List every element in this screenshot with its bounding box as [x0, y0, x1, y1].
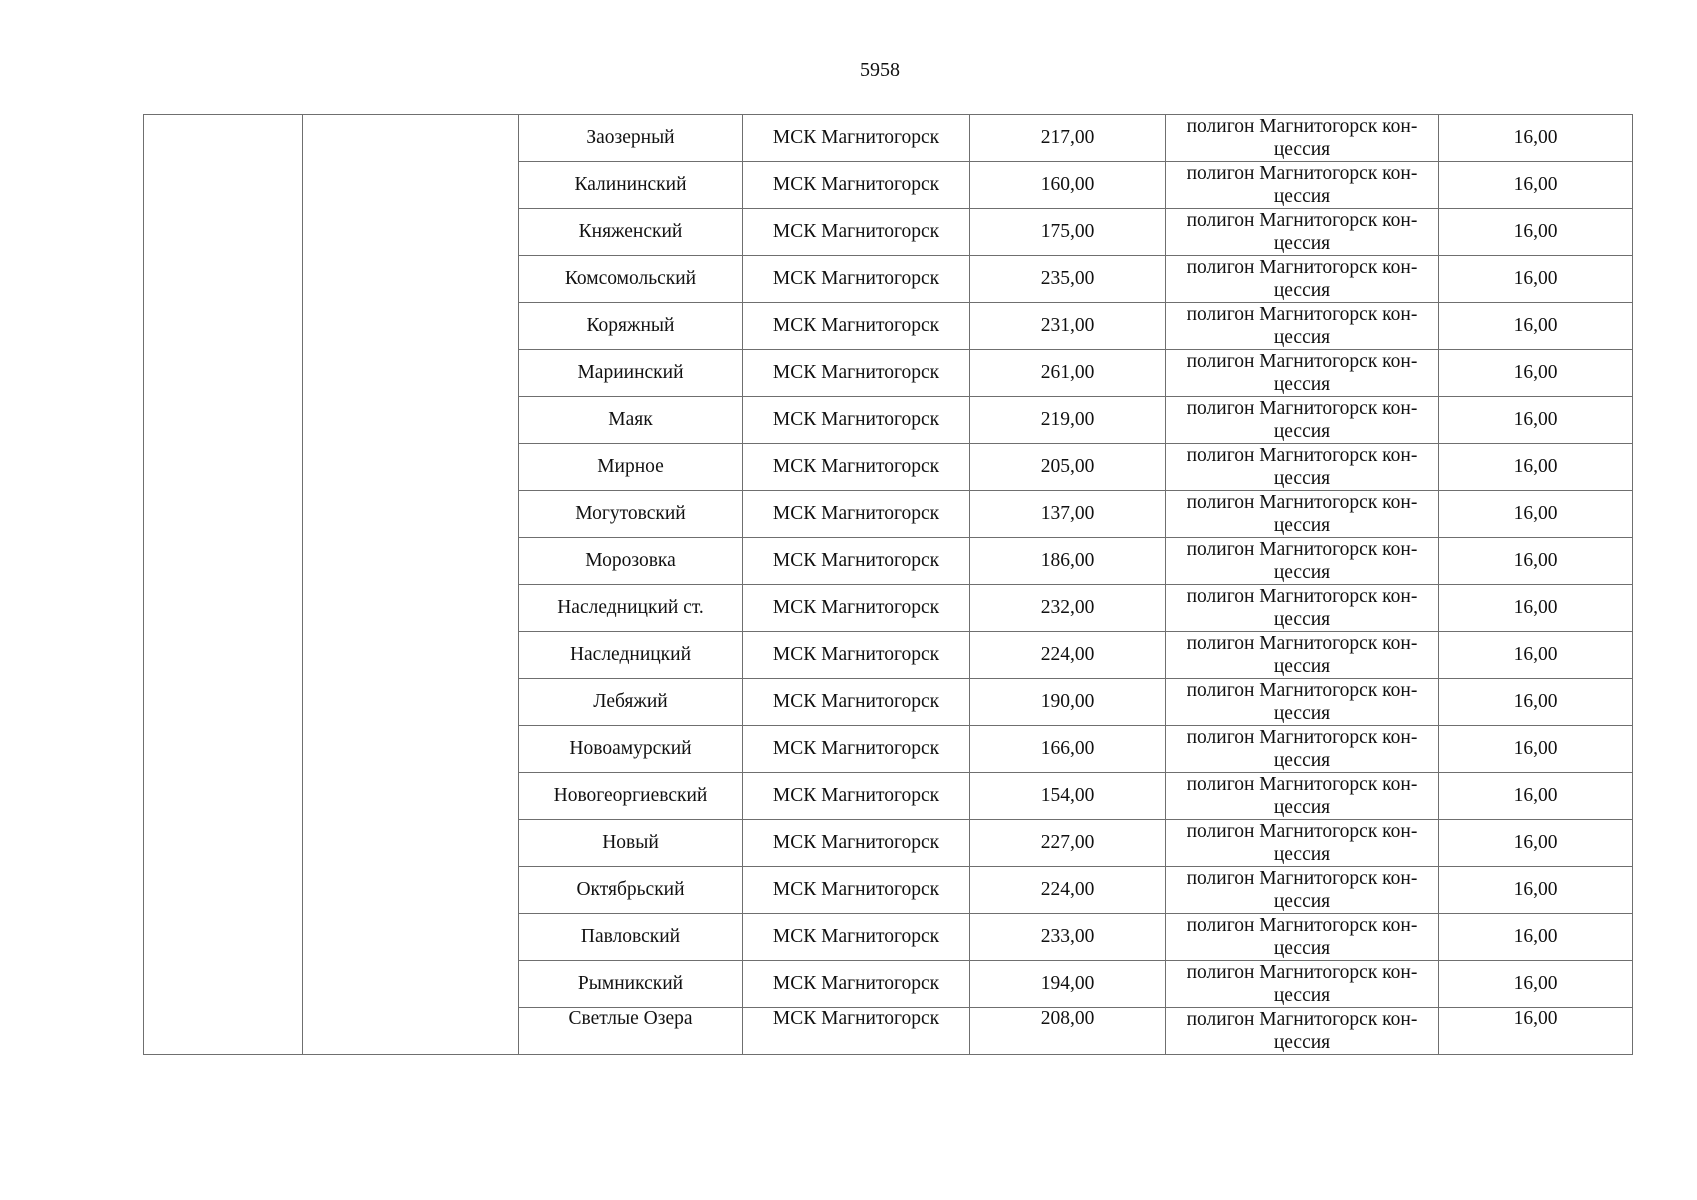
settlement-cell: Лебяжий [519, 679, 743, 726]
value-cell: 16,00 [1439, 444, 1633, 491]
table-row [144, 115, 1633, 162]
settlement-cell: Княженский [519, 209, 743, 256]
value-cell: 16,00 [1439, 1008, 1633, 1055]
distance-cell: 235,00 [970, 256, 1166, 303]
value-cell: 16,00 [1439, 773, 1633, 820]
distance-cell: 227,00 [970, 820, 1166, 867]
operator-cell: МСК Магнитогорск [743, 867, 970, 914]
facility-cell: полигон Магнитогорск кон-цессия [1166, 115, 1439, 162]
settlement-cell: Могутовский [519, 491, 743, 538]
settlement-cell: Октябрьский [519, 867, 743, 914]
value-cell: 16,00 [1439, 820, 1633, 867]
distance-cell: 205,00 [970, 444, 1166, 491]
facility-cell: полигон Магнитогорск кон-цессия [1166, 444, 1439, 491]
facility-cell: полигон Магнитогорск кон-цессия [1166, 914, 1439, 961]
operator-cell: МСК Магнитогорск [743, 585, 970, 632]
settlement-cell: Наследницкий ст. [519, 585, 743, 632]
settlement-cell: Комсомольский [519, 256, 743, 303]
operator-cell: МСК Магнитогорск [743, 820, 970, 867]
facility-cell: полигон Магнитогорск кон-цессия [1166, 397, 1439, 444]
operator-cell: МСК Магнитогорск [743, 256, 970, 303]
operator-cell: МСК Магнитогорск [743, 491, 970, 538]
value-cell: 16,00 [1439, 538, 1633, 585]
distance-cell: 208,00 [970, 1008, 1166, 1055]
value-cell: 16,00 [1439, 115, 1633, 162]
facility-cell: полигон Магнитогорск кон-цессия [1166, 726, 1439, 773]
settlement-cell: Новогеоргиевский [519, 773, 743, 820]
value-cell: 16,00 [1439, 350, 1633, 397]
settlement-cell: Коряжный [519, 303, 743, 350]
distance-cell: 232,00 [970, 585, 1166, 632]
distance-cell: 224,00 [970, 867, 1166, 914]
value-cell: 16,00 [1439, 585, 1633, 632]
distance-cell: 224,00 [970, 632, 1166, 679]
facility-cell: полигон Магнитогорск кон-цессия [1166, 256, 1439, 303]
operator-cell: МСК Магнитогорск [743, 632, 970, 679]
operator-cell: МСК Магнитогорск [743, 209, 970, 256]
operator-cell: МСК Магнитогорск [743, 162, 970, 209]
facility-cell: полигон Магнитогорск кон-цессия [1166, 1008, 1439, 1055]
facility-cell: полигон Магнитогорск кон-цессия [1166, 491, 1439, 538]
value-cell: 16,00 [1439, 914, 1633, 961]
operator-cell: МСК Магнитогорск [743, 679, 970, 726]
facility-cell: полигон Магнитогорск кон-цессия [1166, 303, 1439, 350]
settlement-cell: Светлые Озера [519, 1008, 743, 1055]
settlement-cell: Новоамурский [519, 726, 743, 773]
operator-cell: МСК Магнитогорск [743, 961, 970, 1008]
distance-cell: 154,00 [970, 773, 1166, 820]
value-cell: 16,00 [1439, 162, 1633, 209]
settlement-cell: Заозерный [519, 115, 743, 162]
distance-cell: 137,00 [970, 491, 1166, 538]
facility-cell: полигон Магнитогорск кон-цессия [1166, 773, 1439, 820]
operator-cell: МСК Магнитогорск [743, 538, 970, 585]
data-table [143, 114, 1633, 1055]
operator-cell: МСК Магнитогорск [743, 397, 970, 444]
settlement-cell: Рымникский [519, 961, 743, 1008]
facility-cell: полигон Магнитогорск кон-цессия [1166, 162, 1439, 209]
value-cell: 16,00 [1439, 867, 1633, 914]
distance-cell: 231,00 [970, 303, 1166, 350]
facility-cell: полигон Магнитогорск кон-цессия [1166, 679, 1439, 726]
operator-cell: МСК Магнитогорск [743, 115, 970, 162]
operator-cell: МСК Магнитогорск [743, 726, 970, 773]
value-cell: 16,00 [1439, 397, 1633, 444]
settlement-cell: Павловский [519, 914, 743, 961]
settlement-cell: Калининский [519, 162, 743, 209]
value-cell: 16,00 [1439, 961, 1633, 1008]
facility-cell: полигон Магнитогорск кон-цессия [1166, 632, 1439, 679]
settlement-cell: Мирное [519, 444, 743, 491]
table-body [144, 115, 1633, 1055]
value-cell: 16,00 [1439, 726, 1633, 773]
settlement-cell: Мариинский [519, 350, 743, 397]
distance-cell: 175,00 [970, 209, 1166, 256]
value-cell: 16,00 [1439, 303, 1633, 350]
value-cell: 16,00 [1439, 209, 1633, 256]
merged-empty-cell-1 [144, 115, 303, 1055]
operator-cell: МСК Магнитогорск [743, 914, 970, 961]
facility-cell: полигон Магнитогорск кон-цессия [1166, 209, 1439, 256]
distance-cell: 160,00 [970, 162, 1166, 209]
value-cell: 16,00 [1439, 679, 1633, 726]
distance-cell: 261,00 [970, 350, 1166, 397]
merged-empty-cell-2 [303, 115, 519, 1055]
distance-cell: 186,00 [970, 538, 1166, 585]
settlement-cell: Новый [519, 820, 743, 867]
distance-cell: 190,00 [970, 679, 1166, 726]
value-cell: 16,00 [1439, 256, 1633, 303]
facility-cell: полигон Магнитогорск кон-цессия [1166, 350, 1439, 397]
distance-cell: 217,00 [970, 115, 1166, 162]
distance-cell: 219,00 [970, 397, 1166, 444]
operator-cell: МСК Магнитогорск [743, 773, 970, 820]
operator-cell: МСК Магнитогорск [743, 1008, 970, 1055]
facility-cell: полигон Магнитогорск кон-цессия [1166, 820, 1439, 867]
distance-cell: 233,00 [970, 914, 1166, 961]
operator-cell: МСК Магнитогорск [743, 303, 970, 350]
facility-cell: полигон Магнитогорск кон-цессия [1166, 585, 1439, 632]
operator-cell: МСК Магнитогорск [743, 444, 970, 491]
settlement-cell: Маяк [519, 397, 743, 444]
distance-cell: 166,00 [970, 726, 1166, 773]
value-cell: 16,00 [1439, 491, 1633, 538]
page-number: 5958 [860, 59, 900, 81]
facility-cell: полигон Магнитогорск кон-цессия [1166, 538, 1439, 585]
operator-cell: МСК Магнитогорск [743, 350, 970, 397]
value-cell: 16,00 [1439, 632, 1633, 679]
facility-cell: полигон Магнитогорск кон-цессия [1166, 961, 1439, 1008]
settlement-cell: Морозовка [519, 538, 743, 585]
facility-cell: полигон Магнитогорск кон-цессия [1166, 867, 1439, 914]
settlement-cell: Наследницкий [519, 632, 743, 679]
distance-cell: 194,00 [970, 961, 1166, 1008]
